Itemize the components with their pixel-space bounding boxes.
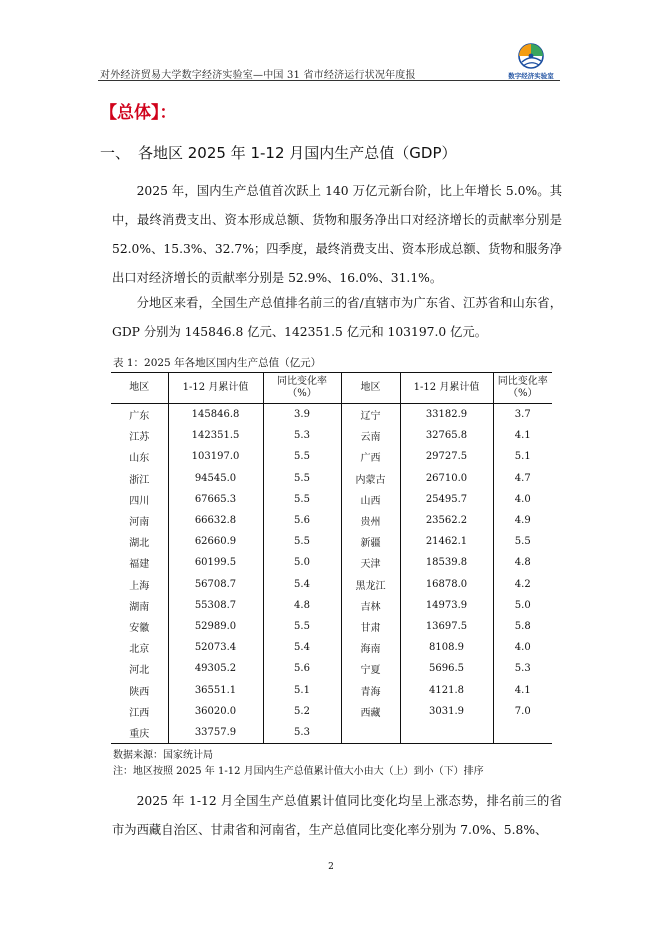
region-cell: 江西 <box>129 707 150 719</box>
region-cell: 河南 <box>129 517 150 529</box>
cumulative-cell: 36020.0 <box>168 701 263 722</box>
yoy-cell: 5.5 <box>263 489 341 510</box>
cumulative-cell: 145846.8 <box>168 404 263 426</box>
yoy-cell: 5.6 <box>263 510 341 531</box>
paragraph-regional-top3: 分地区来看，全国生产总值排名前三的省/直辖市为广东省、江苏省和山东省，GDP 分别为 145846.8 亿元、142351.5 亿元和 103197.0 亿元。 <box>112 296 562 339</box>
region-cell: 甘肃 <box>341 616 400 637</box>
cumulative-cell: 32765.8 <box>400 425 493 446</box>
region-cell: 山西 <box>341 489 400 510</box>
cumulative-cell: 16878.0 <box>400 574 493 595</box>
yoy-cell: 4.1 <box>493 679 552 700</box>
table-row <box>111 637 552 658</box>
yoy-cell: 7.0 <box>493 701 552 722</box>
table-row <box>111 679 552 700</box>
cumulative-cell <box>400 722 493 744</box>
region-cell: 广东 <box>129 411 150 423</box>
table-note: 注：地区按照 2025 年 1-12 月国内生产总值累计值大小由大（上）到小（下）排序 <box>113 766 484 777</box>
yoy-cell: 4.1 <box>493 425 552 446</box>
yoy-cell: 3.9 <box>263 404 341 426</box>
table-row <box>111 425 552 446</box>
cumulative-cell: 29727.5 <box>400 446 493 467</box>
cumulative-cell: 13697.5 <box>400 616 493 637</box>
yoy-cell: 5.5 <box>263 468 341 489</box>
region-cell: 重庆 <box>111 722 168 744</box>
region-cell: 新疆 <box>341 531 400 552</box>
yoy-cell <box>493 722 552 744</box>
region-cell: 宁夏 <box>341 658 400 679</box>
table-row <box>111 489 552 510</box>
cumulative-cell: 66632.8 <box>168 510 263 531</box>
cumulative-cell: 25495.7 <box>400 489 493 510</box>
yoy-cell: 5.3 <box>263 425 341 446</box>
table-row <box>111 552 552 573</box>
header-divider <box>98 80 560 81</box>
yoy-cell: 5.8 <box>493 616 552 637</box>
cumulative-cell: 4121.8 <box>400 679 493 700</box>
header-region: 地区 <box>111 373 168 404</box>
cumulative-cell: 60199.5 <box>168 552 263 573</box>
region-cell: 海南 <box>341 637 400 658</box>
cumulative-cell: 21462.1 <box>400 531 493 552</box>
yoy-cell: 4.2 <box>493 574 552 595</box>
cumulative-cell: 142351.5 <box>168 425 263 446</box>
table-row <box>111 574 552 595</box>
region-cell: 广西 <box>341 446 400 467</box>
paragraph-yoy-growth: 2025 年 1-12 月全国生产总值累计值同比变化均呈上涨态势，排名前三的省市为西藏自治区、甘肃省和河南省，生产总值同比变化率分别为 7.0%、5.8%、 <box>112 794 562 837</box>
cumulative-cell: 18539.8 <box>400 552 493 573</box>
cumulative-cell: 23562.2 <box>400 510 493 531</box>
table-row <box>111 595 552 616</box>
cumulative-cell: 33757.9 <box>168 722 263 744</box>
region-cell: 江苏 <box>129 432 150 444</box>
cumulative-cell: 94545.0 <box>168 468 263 489</box>
yoy-cell: 5.5 <box>263 446 341 467</box>
region-cell: 上海 <box>129 580 150 592</box>
table-caption: 表 1：2025 年各地区国内生产总值（亿元） <box>113 357 322 369</box>
header-yoy: 同比变化率 （%） <box>263 373 341 404</box>
table-header-row <box>111 373 552 404</box>
region-cell: 北京 <box>129 644 150 656</box>
header-cumulative-2: 1-12 月累计值 <box>400 373 493 404</box>
region-cell: 贵州 <box>341 510 400 531</box>
table-source: 数据来源：国家统计局 <box>113 750 213 761</box>
yoy-cell: 5.1 <box>263 679 341 700</box>
table-row <box>111 510 552 531</box>
heading-text: 各地区 2025 年 1-12 月国内生产总值（GDP） <box>138 144 457 162</box>
region-cell: 天津 <box>341 552 400 573</box>
table-row <box>111 722 552 744</box>
cumulative-cell: 26710.0 <box>400 468 493 489</box>
cumulative-cell: 5696.5 <box>400 658 493 679</box>
yoy-cell: 5.6 <box>263 658 341 679</box>
header-yoy-2: 同比变化率 （%） <box>493 373 552 404</box>
cumulative-cell: 52073.4 <box>168 637 263 658</box>
header-region-2: 地区 <box>341 373 400 404</box>
region-cell: 浙江 <box>129 474 150 486</box>
lab-globe-logo-icon <box>505 42 557 72</box>
section-title: 【总体】： <box>100 103 177 123</box>
region-cell: 安徽 <box>129 622 150 634</box>
table-row <box>111 658 552 679</box>
cumulative-cell: 36551.1 <box>168 679 263 700</box>
cumulative-cell: 103197.0 <box>168 446 263 467</box>
cumulative-cell: 49305.2 <box>168 658 263 679</box>
region-cell: 辽宁 <box>341 404 400 426</box>
table-row <box>111 616 552 637</box>
lab-logo <box>505 42 557 80</box>
yoy-cell: 5.0 <box>263 552 341 573</box>
cumulative-cell: 56708.7 <box>168 574 263 595</box>
cumulative-cell: 67665.3 <box>168 489 263 510</box>
region-cell: 云南 <box>341 425 400 446</box>
table-row <box>111 446 552 467</box>
table-row <box>111 468 552 489</box>
yoy-cell: 5.3 <box>493 658 552 679</box>
region-cell: 福建 <box>129 559 150 571</box>
region-cell: 湖北 <box>129 538 150 550</box>
page-number: 2 <box>328 862 334 872</box>
yoy-cell: 5.4 <box>263 637 341 658</box>
yoy-cell: 5.5 <box>263 616 341 637</box>
yoy-cell: 4.8 <box>263 595 341 616</box>
region-cell: 西藏 <box>341 701 400 722</box>
heading-1 <box>100 142 457 163</box>
yoy-cell: 5.1 <box>493 446 552 467</box>
yoy-cell: 5.0 <box>493 595 552 616</box>
region-cell: 黑龙江 <box>341 574 400 595</box>
region-cell: 山东 <box>129 453 150 465</box>
yoy-cell: 5.3 <box>263 722 341 744</box>
cumulative-cell: 62660.9 <box>168 531 263 552</box>
yoy-cell: 4.0 <box>493 489 552 510</box>
table-row <box>111 531 552 552</box>
table-row <box>111 701 552 722</box>
region-cell: 湖南 <box>129 601 150 613</box>
yoy-cell: 5.5 <box>263 531 341 552</box>
region-cell: 青海 <box>341 679 400 700</box>
table-row <box>111 404 552 426</box>
region-cell <box>341 722 400 744</box>
yoy-cell: 4.7 <box>493 468 552 489</box>
yoy-cell: 3.7 <box>493 404 552 426</box>
yoy-cell: 5.2 <box>263 701 341 722</box>
region-cell: 吉林 <box>341 595 400 616</box>
yoy-cell: 5.5 <box>493 531 552 552</box>
cumulative-cell: 33182.9 <box>400 404 493 426</box>
cumulative-cell: 8108.9 <box>400 637 493 658</box>
heading-number: 一、 <box>100 144 131 162</box>
region-cell: 陕西 <box>129 686 150 698</box>
yoy-cell: 4.8 <box>493 552 552 573</box>
region-cell: 四川 <box>129 495 150 507</box>
cumulative-cell: 14973.9 <box>400 595 493 616</box>
cumulative-cell: 55308.7 <box>168 595 263 616</box>
logo-caption: 数字经济实验室 <box>508 72 554 80</box>
paragraph-gdp-overview: 2025 年，国内生产总值首次跃上 140 万亿元新台阶，比上年增长 5.0%。其中，最终消费支出、资本形成总额、货物和服务净出口对经济增长的贡献率分别是 52.0%、15.3%、32.7%；四季度，最终消费支出、资本形成总额、货物和服务净出口对经济增长的贡献率分别是 52.9%、16.0%、31.1%。 <box>112 184 562 285</box>
region-cell: 内蒙古 <box>341 468 400 489</box>
region-cell: 河北 <box>129 665 150 677</box>
yoy-cell: 4.0 <box>493 637 552 658</box>
running-header: 对外经济贸易大学数字经济实验室—中国 31 省市经济运行状况年度报 <box>100 70 416 81</box>
yoy-cell: 4.9 <box>493 510 552 531</box>
header-cumulative: 1-12 月累计值 <box>168 373 263 404</box>
gdp-table <box>111 372 552 744</box>
cumulative-cell: 3031.9 <box>400 701 493 722</box>
yoy-cell: 5.4 <box>263 574 341 595</box>
cumulative-cell: 52989.0 <box>168 616 263 637</box>
